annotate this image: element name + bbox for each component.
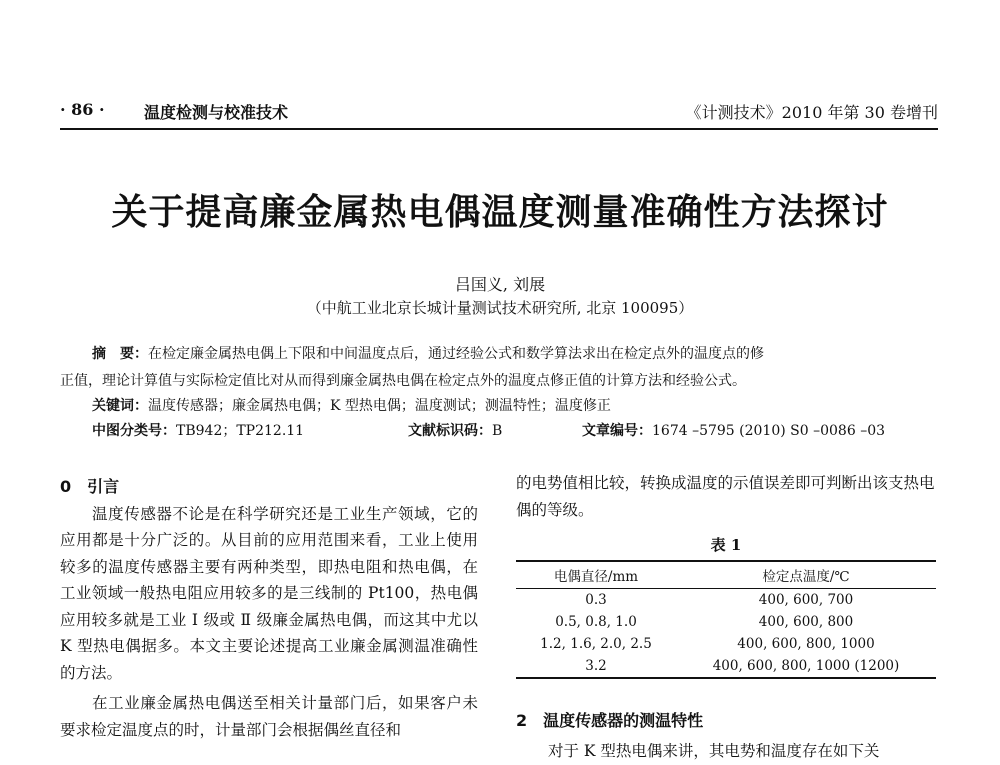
section-2-heading: 2 温度传感器的测温特性 (516, 711, 704, 730)
table-row (516, 633, 936, 655)
keywords-text: 温度传感器；廉金属热电偶；K 型热电偶；温度测试；测温特性；温度修正 (148, 398, 611, 414)
doc-code (408, 420, 502, 440)
abstract-line-2: 正值，理论计算值与实际检定值比对从而得到廉金属热电偶在检定点外的温度点修正值的计算方法和经验公式。 (60, 373, 746, 389)
abstract-line-1 (92, 343, 764, 363)
table-cell: 0.3 (585, 592, 607, 608)
table-row (516, 589, 936, 612)
intro-paragraph-1: 温度传感器不论是在科学研究还是工业生产领域，它的应用都是十分广泛的。从目前的应用范围来看，工业上使用较多的温度传感器主要有两种类型，即热电阻和热电偶，在工业领域一般热电阻应用较多的是三线制的 Pt100，热电偶应用较多就是工业 Ⅰ 级或 Ⅱ 级廉金属热电偶，而这其中尤以 K 型热电偶据多。本文主要论述提高工业廉金属测温准确性的方法。 (60, 504, 478, 682)
page-number: · 86 · (60, 100, 105, 119)
table-row (516, 655, 936, 678)
clc-value: TB942；TP212.11 (176, 423, 305, 439)
affiliation: （中航工业北京长城计量测试技术研究所, 北京 100095） (306, 299, 694, 317)
article-label: 文章编号： (582, 423, 652, 439)
table-header-diameter: 电偶直径/mm (516, 561, 676, 589)
left-column (60, 474, 478, 743)
section-2-text: 对于 K 型热电偶来讲，其电势和温度存在如下关 (548, 742, 880, 760)
table-1 (516, 560, 936, 679)
table-cell: 3.2 (516, 655, 676, 678)
header-rule (60, 128, 938, 130)
article-value: 1674 –5795 (2010) S0 –0086 –03 (652, 423, 886, 439)
clc-label: 中图分类号： (92, 423, 176, 439)
journal-header: 《计测技术》2010 年第 30 卷增刊 (685, 103, 938, 122)
table-header-temperature: 检定点温度/℃ (676, 561, 936, 589)
clc-number (92, 420, 304, 440)
table-1-title: 表 1 (710, 536, 742, 554)
table-cell: 400, 600, 800 (758, 614, 854, 630)
section-header: 温度检测与校准技术 (144, 103, 289, 122)
article-number (582, 420, 885, 440)
table-cell: 400, 600, 700 (758, 592, 854, 608)
abstract-label: 摘 要： (92, 346, 148, 362)
table-row (516, 611, 936, 633)
paper-title: 关于提高廉金属热电偶温度测量准确性方法探讨 (111, 192, 889, 233)
abstract-text-1: 在检定廉金属热电偶上下限和中间温度点后，通过经验公式和数学算法求出在检定点外的温度点的修 (148, 346, 764, 362)
table-cell: 400, 600, 800, 1000 (737, 636, 875, 652)
right-intro: 的电势值相比较，转换成温度的示值误差即可判断出该支热电偶的等级。 (516, 474, 935, 519)
keywords (92, 395, 611, 415)
section-0-heading: 0 引言 (60, 477, 120, 496)
table-cell: 400, 600, 800, 1000 (1200) (676, 655, 936, 678)
table-cell: 0.5, 0.8, 1.0 (555, 614, 637, 630)
keywords-label: 关键词： (92, 398, 148, 414)
doc-value: B (492, 423, 503, 439)
doc-label: 文献标识码： (408, 423, 492, 439)
authors: 吕国义, 刘展 (454, 275, 546, 294)
table-cell: 1.2, 1.6, 2.0, 2.5 (540, 636, 652, 652)
intro-paragraph-2: 在工业廉金属热电偶送至相关计量部门后，如果客户未要求检定温度点的时，计量部门会根据偶丝直径和 (60, 694, 478, 739)
